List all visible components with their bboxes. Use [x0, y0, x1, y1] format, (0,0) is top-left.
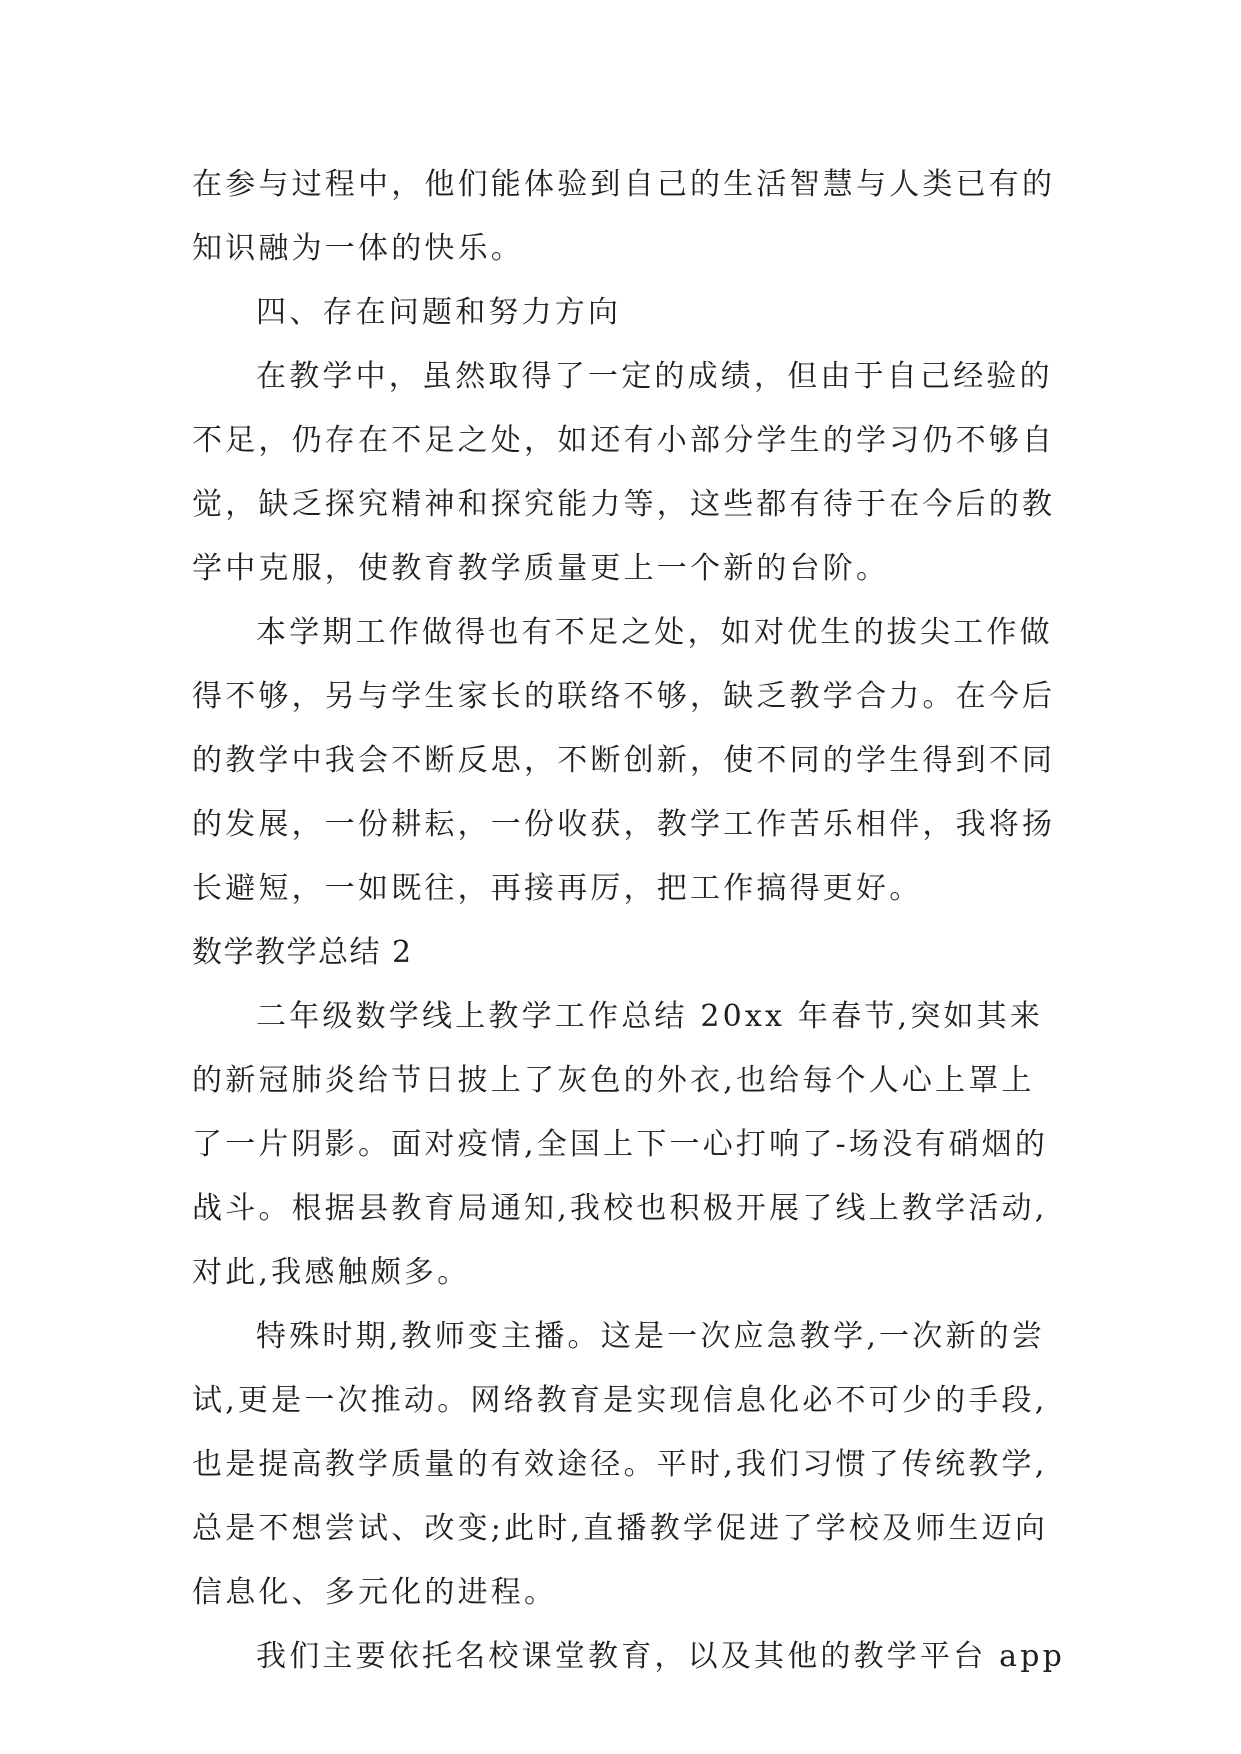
text-line-20: 试,更是一次推动。网络教育是实现信息化必不可少的手段, — [192, 1383, 1048, 1418]
text-line-15: 的新冠肺炎给节日披上了灰色的外衣,也给每个人心上罩上 — [192, 1063, 1035, 1098]
text-line-7: 学中克服，使教育教学质量更上一个新的台阶。 — [192, 551, 890, 586]
text-line-2: 知识融为一体的快乐。 — [192, 231, 524, 266]
article-title-2: 数学教学总结 2 — [192, 935, 413, 970]
text-line-8: 本学期工作做得也有不足之处，如对优生的拔尖工作做 — [256, 615, 1053, 650]
text-line-4: 在教学中，虽然取得了一定的成绩，但由于自己经验的 — [256, 359, 1053, 394]
text-line-1: 在参与过程中，他们能体验到自己的生活智慧与人类已有的 — [192, 167, 1056, 202]
section-heading-four: 四、存在问题和努力方向 — [256, 295, 622, 330]
text-line-12: 长避短，一如既往，再接再厉，把工作搞得更好。 — [192, 871, 923, 906]
text-line-6: 觉，缺乏探究精神和探究能力等，这些都有待于在今后的教 — [192, 487, 1056, 522]
text-line-16: 了一片阴影。面对疫情,全国上下一心打响了-场没有硝烟的 — [192, 1127, 1049, 1162]
text-line-10: 的教学中我会不断反思，不断创新，使不同的学生得到不同 — [192, 743, 1056, 778]
text-line-14: 二年级数学线上教学工作总结 20xx 年春节,突如其来 — [256, 999, 1044, 1034]
text-line-18: 对此,我感触颇多。 — [192, 1255, 471, 1290]
text-line-21: 也是提高教学质量的有效途径。平时,我们习惯了传统教学, — [192, 1447, 1048, 1482]
text-line-19: 特殊时期,教师变主播。这是一次应急教学,一次新的尝 — [256, 1319, 1046, 1354]
text-line-11: 的发展，一份耕耘，一份收获，教学工作苦乐相伴，我将扬 — [192, 807, 1056, 842]
text-line-9: 得不够，另与学生家长的联络不够，缺乏教学合力。在今后 — [192, 679, 1056, 714]
text-line-17: 战斗。根据县教育局通知,我校也积极开展了线上教学活动, — [192, 1191, 1048, 1226]
text-line-5: 不足，仍存在不足之处，如还有小部分学生的学习仍不够自 — [192, 423, 1056, 458]
document-body — [192, 153, 1066, 1689]
text-line-24: 我们主要依托名校课堂教育，以及其他的教学平台 app — [256, 1639, 1066, 1674]
text-line-23: 信息化、多元化的进程。 — [192, 1575, 558, 1610]
text-line-22: 总是不想尝试、改变;此时,直播教学促进了学校及师生迈向 — [192, 1511, 1049, 1546]
